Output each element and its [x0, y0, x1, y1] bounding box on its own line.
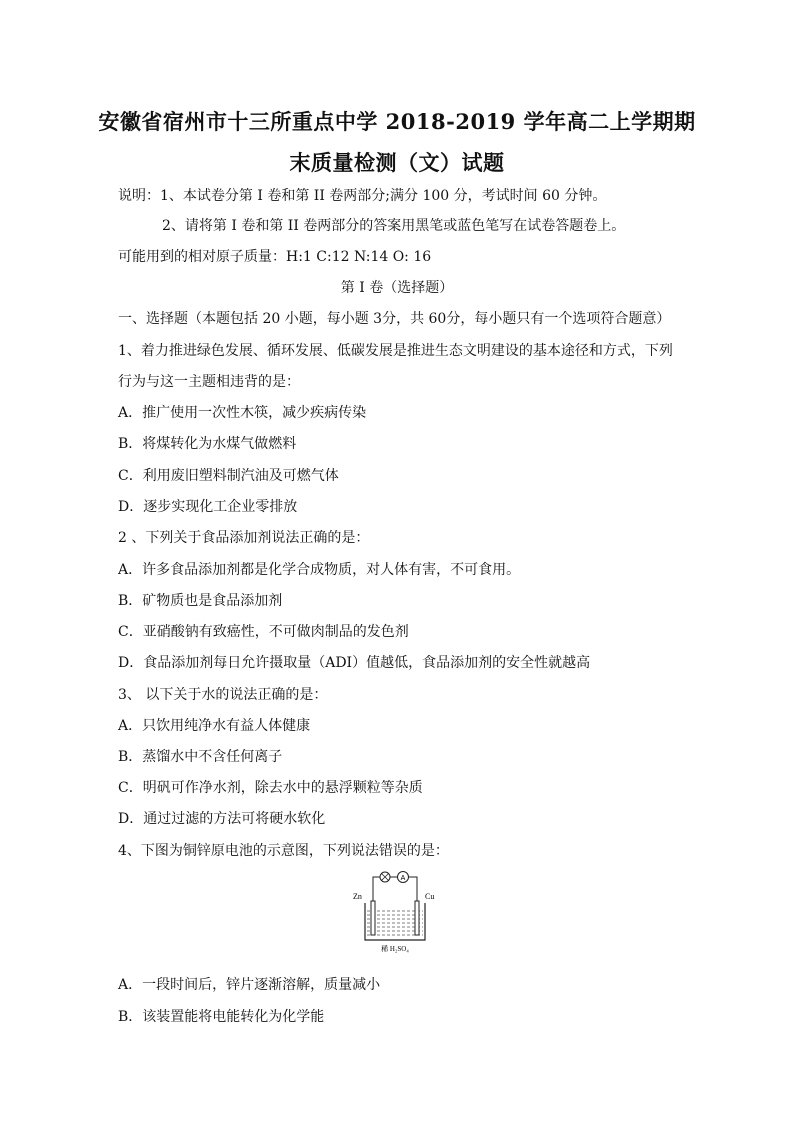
question-2-option-c: C．亚硝酸钠有致癌性，不可做肉制品的发色剂 — [118, 624, 409, 640]
meter-label: A — [400, 875, 406, 882]
question-2-option-b: B．矿物质也是食品添加剂 — [118, 593, 283, 609]
question-2-option-d: D．食品添加剂每日允许摄取量（ADI）值越低，食品添加剂的安全性就越高 — [118, 655, 591, 671]
question-4-option-b: B．该装置能将电能转化为化学能 — [118, 1009, 325, 1025]
question-1-stem-cont: 行为与这一主题相违背的是： — [118, 374, 300, 390]
question-2-option-a: A．许多食品添加剂都是化学合成物质，对人体有害，不可食用。 — [118, 562, 521, 578]
instruction-line-1: 说明：1、本试卷分第 I 卷和第 II 卷两部分;满分 100 分，考试时间 60 分钟。 — [118, 188, 607, 204]
question-3-option-b: B．蒸馏水中不含任何离子 — [118, 749, 283, 765]
zinc-electrode — [371, 901, 375, 935]
question-3-option-a: A．只饮用纯净水有益人体健康 — [118, 718, 311, 734]
question-1-option-a: A．推广使用一次性木筷，减少疾病传染 — [118, 405, 367, 421]
question-4-stem: 4、下图为铜锌原电池的示意图，下列说法错误的是： — [118, 843, 449, 859]
solution-caption: 稀 H₂SO₄ — [381, 945, 409, 953]
section-heading: 一、选择题（本题包括 20 小题，每小题 3分，共 60分，每小题只有一个选项符合题意） — [118, 311, 671, 327]
zn-label: Zn — [353, 892, 362, 901]
question-1-stem: 1、着力推进绿色发展、循环发展、低碳发展是推进生态文明建设的基本途径和方式，下列 — [118, 343, 673, 359]
cu-label: Cu — [425, 892, 435, 901]
question-1-option-b: B．将煤转化为水煤气做燃料 — [118, 436, 297, 452]
copper-electrode — [415, 901, 419, 935]
galvanic-cell-diagram — [345, 865, 445, 955]
question-1-option-c: C．利用废旧塑料制汽油及可燃气体 — [118, 468, 339, 484]
question-3-stem: 3、 以下关于水的说法正确的是： — [118, 687, 328, 703]
question-3-option-c: C．明矾可作净水剂，除去水中的悬浮颗粒等杂质 — [118, 780, 423, 796]
question-2-stem: 2 、下列关于食品添加剂说法正确的是： — [118, 530, 370, 546]
question-4-option-a: A．一段时间后，锌片逐渐溶解，质量减小 — [118, 977, 381, 993]
title-line-2: 末质量检测（文）试题 — [289, 150, 505, 175]
title-line-1: 安徽省宿州市十三所重点中学 2018-2019 学年高二上学期期 — [98, 109, 696, 134]
atomic-masses: 可能用到的相对原子质量：H:1 C:12 N:14 O: 16 — [118, 249, 432, 265]
question-3-option-d: D．通过过滤的方法可将硬水软化 — [118, 811, 326, 827]
instruction-line-2: 2、请将第 I 卷和第 II 卷两部分的答案用黑笔或蓝色笔写在试卷答题卷上。 — [162, 218, 626, 234]
volume-title: 第 I 卷（选择题） — [340, 280, 454, 296]
question-1-option-d: D．逐步实现化工企业零排放 — [118, 499, 298, 515]
